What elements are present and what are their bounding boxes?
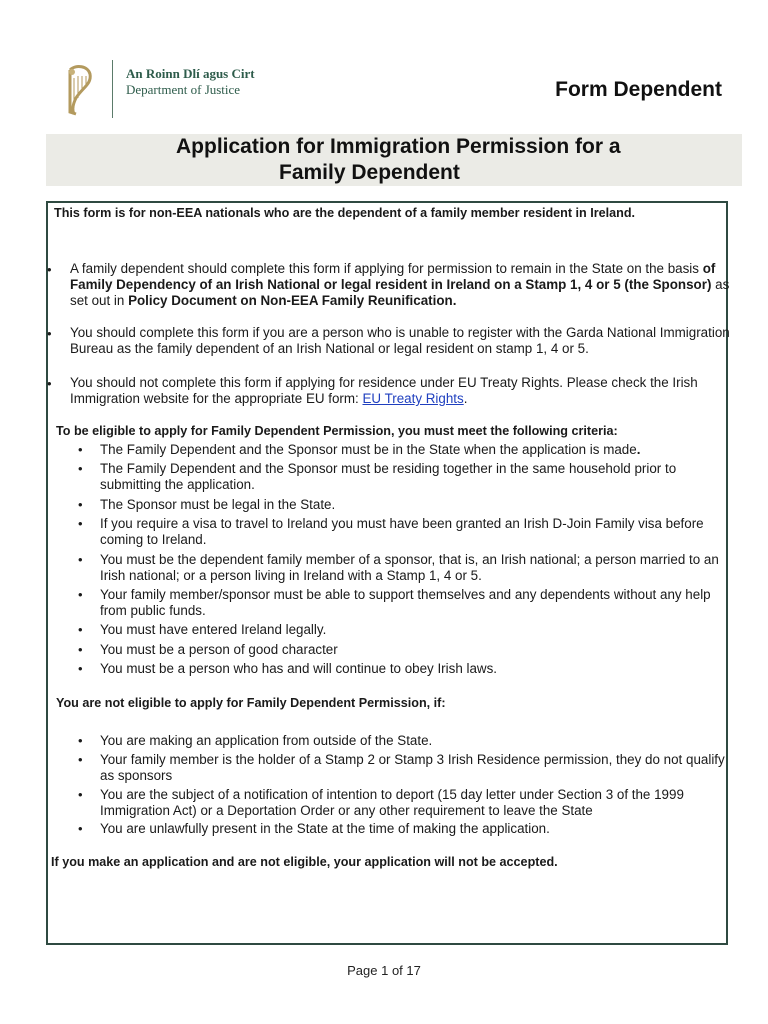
- not-eligible-item-4: You are unlawfully present in the State at the time of making the application.: [100, 821, 550, 836]
- page-title-line2: Family Dependent: [279, 161, 460, 184]
- eu-treaty-rights-link[interactable]: EU Treaty Rights: [362, 391, 464, 406]
- p1-text-1: A family dependent should complete this form if applying for permission to remain in the State on the basis: [70, 261, 703, 276]
- page-number: Page 1 of 17: [347, 963, 421, 978]
- p1-bold-2: Policy Document on Non-EEA Family Reunification.: [128, 293, 457, 308]
- title-band: [46, 134, 742, 186]
- not-eligible-heading: You are not eligible to apply for Family Dependent Permission, if:: [56, 696, 446, 710]
- bullet-icon: •: [78, 787, 83, 802]
- p1-text-2: as set out in: [70, 277, 730, 308]
- form-label: Form Dependent: [555, 78, 722, 101]
- eligible-item-2: The Family Dependent and the Sponsor must be residing together in the same household prior to submitting the application.: [100, 461, 677, 492]
- bullet-icon: •: [78, 461, 83, 476]
- eligible-item-9: You must be a person who has and will continue to obey Irish laws.: [100, 661, 497, 676]
- intro-text: This form is for non-EEA nationals who are the dependent of a family member resident in Ireland.: [54, 206, 636, 220]
- eligible-item-3: The Sponsor must be legal in the State.: [100, 497, 336, 512]
- bullet-icon: •: [78, 516, 83, 531]
- eligible-item-6: Your family member/sponsor must be able to support themselves and any dependents without any help from public funds.: [100, 587, 711, 618]
- not-eligible-item-2: Your family member is the holder of a Stamp 2 or Stamp 3 Irish Residence permission, they do not qualify as sponsors: [100, 752, 725, 783]
- bullet-icon: •: [78, 552, 83, 567]
- department-name: [126, 66, 255, 98]
- eligible-item-8: You must be a person of good character: [100, 642, 338, 657]
- harp-icon: [64, 64, 94, 116]
- bullet-icon: •: [78, 497, 83, 512]
- bullet-icon: •: [78, 442, 83, 457]
- bullet-icon: •: [78, 587, 83, 602]
- bullet-icon: •: [78, 821, 83, 836]
- bullet-icon: •: [47, 326, 52, 341]
- page-title-line1: Application for Immigration Permission for a: [176, 135, 621, 158]
- p3-end: .: [463, 391, 468, 406]
- bullet-icon: •: [47, 262, 52, 277]
- paragraph-1: [70, 261, 730, 309]
- eligible-item-5: You must be the dependent family member of a sponsor, that is, an Irish national; a person married to an Irish national; or a person living in Ireland with a Stamp 1, 4 or 5.: [100, 552, 719, 583]
- eligible-item-1: [100, 442, 730, 458]
- dept-name-english: Department of Justice: [126, 82, 241, 97]
- p3-text: You should not complete this form if applying for residence under EU Treaty Rights. Please check the Irish Immigration website for the appropriate EU form:: [70, 375, 698, 406]
- bullet-icon: •: [78, 642, 83, 657]
- logo-divider: [112, 60, 113, 118]
- not-accepted-warning: If you make an application and are not eligible, your application will not be accepted.: [51, 855, 558, 869]
- bullet-icon: •: [78, 661, 83, 676]
- not-eligible-item-1: You are making an application from outside of the State.: [100, 733, 433, 748]
- bullet-icon: •: [78, 622, 83, 637]
- p1-bold-1: of Family Dependency of an Irish National or legal resident in Ireland on a Stamp 1, 4 or 5 (the Sponsor): [70, 261, 716, 292]
- not-eligible-item-3: You are the subject of a notification of intention to deport (15 day letter under Section 3 of the 1999 Immigration Act) or a Deportation Order or any other requirement to leave the State: [100, 787, 684, 818]
- bullet-icon: •: [78, 733, 83, 748]
- eligible-item-1-text: The Family Dependent and the Sponsor must be in the State when the application is made: [100, 442, 637, 457]
- paragraph-3: [70, 375, 730, 407]
- bullet-icon: •: [47, 376, 52, 391]
- eligible-heading: To be eligible to apply for Family Dependent Permission, you must meet the following criteria:: [56, 424, 618, 438]
- eligible-item-7: You must have entered Ireland legally.: [100, 622, 327, 637]
- eligible-item-4: If you require a visa to travel to Ireland you must have been granted an Irish D-Join Family visa before coming to Ireland.: [100, 516, 704, 547]
- bullet-icon: •: [78, 752, 83, 767]
- paragraph-2: You should complete this form if you are a person who is unable to register with the Garda National Immigration Bureau as the family dependent of an Irish National or legal resident on stamp 1, 4 or 5.: [70, 325, 730, 356]
- eligible-item-1-end: .: [636, 442, 641, 457]
- dept-name-irish: An Roinn Dlí agus Cirt: [126, 66, 255, 81]
